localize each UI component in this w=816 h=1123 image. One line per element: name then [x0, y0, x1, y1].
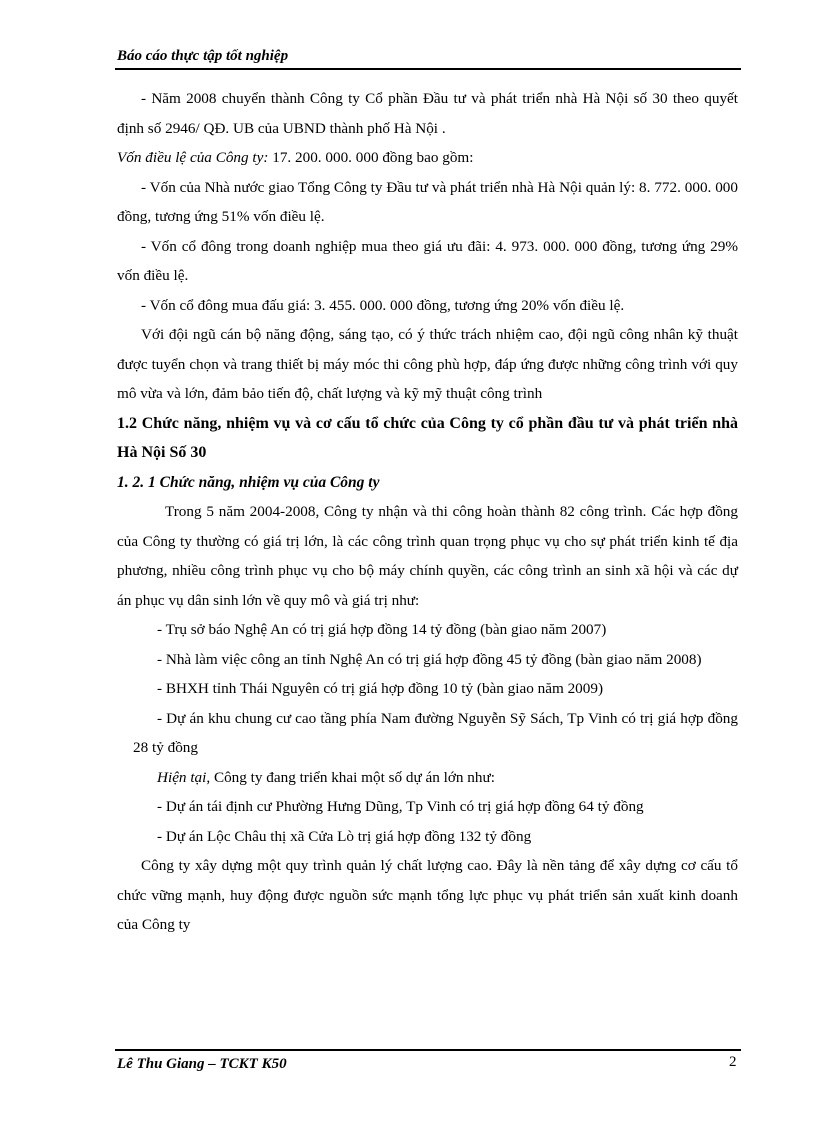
list-item: - Nhà làm việc công an tỉnh Nghệ An có trị giá hợp đồng 45 tỷ đồng (bàn giao năm 2008) — [157, 650, 702, 668]
footer-author: Lê Thu Giang – TCKT K50 — [117, 1056, 287, 1072]
page-header-title: Báo cáo thực tập tốt nghiệp — [117, 48, 289, 64]
page-number: 2 — [729, 1054, 737, 1070]
current-label: Hiện tại — [157, 768, 207, 786]
current-text: , Công ty đang triển khai một số dự án lớn như: — [206, 768, 495, 786]
paragraph: - Năm 2008 chuyển thành Công ty Cổ phần Đầu tư và phát triển nhà Hà Nội số 30 theo quyết định số 2946/ QĐ. UB của UBND thành phố Hà Nội . — [117, 90, 738, 137]
footer-divider — [115, 1049, 741, 1051]
charter-capital-label: Vốn điều lệ của Công ty: — [117, 149, 269, 166]
list-item: - Dự án khu chung cư cao tầng phía Nam đường Nguyễn Sỹ Sách, Tp Vinh có trị giá hợp đồng 28 tỷ đồng — [133, 709, 738, 756]
paragraph — [117, 143, 738, 173]
subsection-heading: 1. 2. 1 Chức năng, nhiệm vụ của Công ty — [117, 473, 380, 491]
paragraph: Công ty xây dựng một quy trình quản lý chất lượng cao. Đây là nền tảng để xây dựng cơ cấu tổ chức vững mạnh, huy động được nguồn sức mạnh tổng lực phục vụ phát triển sản xuất kinh doanh của Công ty — [117, 857, 738, 933]
paragraph: Với đội ngũ cán bộ năng động, sáng tạo, có ý thức trách nhiệm cao, đội ngũ công nhân kỹ thuật được tuyển chọn và trang thiết bị máy móc thi công phù hợp, đáp ứng được những công trình với quy mô vừa và lớn, đảm bảo tiến độ, chất lượng và kỹ mỹ thuật công trình — [117, 326, 738, 402]
document-body — [117, 84, 738, 940]
paragraph: - Vốn của Nhà nước giao Tổng Công ty Đầu tư và phát triển nhà Hà Nội quản lý: 8. 772. 000. 000 đồng, tương ứng 51% vốn điều lệ. — [117, 178, 738, 225]
list-item: - Dự án Lộc Châu thị xã Cửa Lò trị giá hợp đồng 132 tỷ đồng — [157, 827, 532, 845]
list-item: - Dự án tái định cư Phường Hưng Dũng, Tp Vinh có trị giá hợp đồng 64 tỷ đồng — [157, 798, 644, 815]
paragraph: - Vốn cổ đông trong doanh nghiệp mua theo giá ưu đãi: 4. 973. 000. 000 đồng, tương ứng 29% vốn điều lệ. — [117, 237, 738, 284]
list-item: - Trụ sở báo Nghệ An có trị giá hợp đồng 14 tỷ đồng (bàn giao năm 2007) — [157, 621, 607, 638]
section-heading: 1.2 Chức năng, nhiệm vụ và cơ cấu tổ chức của Công ty cổ phần đầu tư và phát triển nhà Hà Nội Số 30 — [117, 414, 738, 461]
list-item: - BHXH tỉnh Thái Nguyên có trị giá hợp đồng 10 tỷ (bàn giao năm 2009) — [157, 680, 604, 697]
paragraph: - Vốn cổ đông mua đấu giá: 3. 455. 000. 000 đồng, tương ứng 20% vốn điều lệ. — [141, 296, 625, 314]
charter-capital-text: 17. 200. 000. 000 đồng bao gồm: — [268, 149, 474, 166]
header-divider — [115, 68, 741, 70]
paragraph: Trong 5 năm 2004-2008, Công ty nhận và thi công hoàn thành 82 công trình. Các hợp đồng của Công ty thường có giá trị lớn, là các công trình quan trọng phục vụ cho sự phát triển kinh tế địa phương, nhiều công trình phục vụ cho bộ máy chính quyền, các công trình an sinh xã hội và các dự án phục vụ dân sinh lớn về quy mô và giá trị như: — [117, 503, 738, 609]
paragraph — [117, 763, 738, 793]
